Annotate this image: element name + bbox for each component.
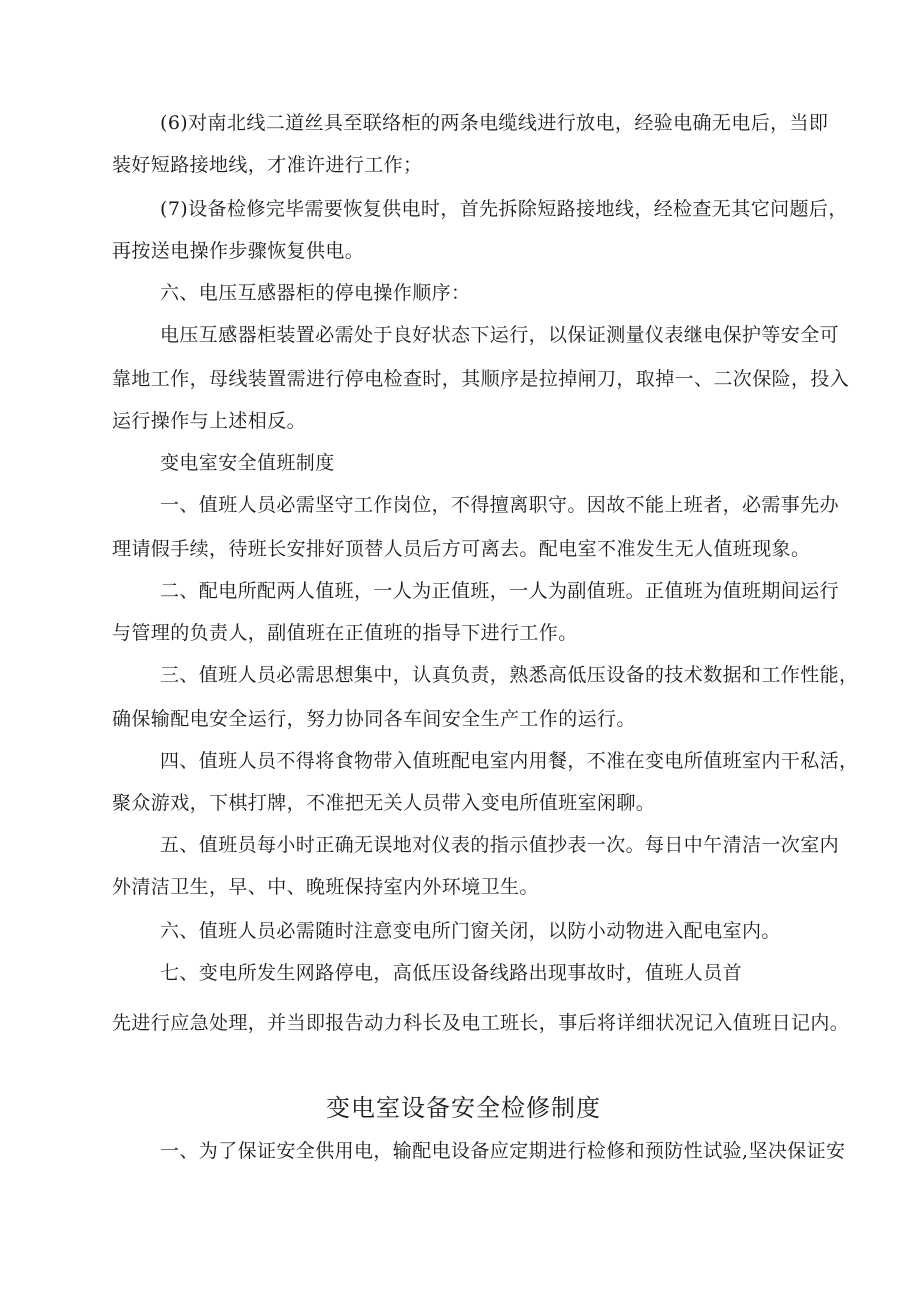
paragraph-line: 理请假手续，待班长安排好顶替人员后方可离去。配电室不准发生无人值班现象。 (112, 538, 811, 560)
paragraph-line: 运行操作与上述相反。 (112, 410, 307, 432)
paragraph-line: 四、值班人员不得将食物带入值班配电室内用餐，不准在变电所值班室内干私活， (160, 750, 859, 772)
paragraph-line: 六、值班人员必需随时注意变电所门窗关闭，以防小动物进入配电室内。 (160, 920, 781, 942)
paragraph-line: 外清洁卫生，早、中、晚班保持室内外环境卫生。 (112, 876, 539, 898)
paragraph-line: 与管理的负责人，副值班在正值班的指导下进行工作。 (112, 622, 578, 644)
paragraph-line: 一、值班人员必需坚守工作岗位，不得擅离职守。因故不能上班者，必需事先办 (160, 494, 840, 516)
paragraph-line: 三、值班人员必需思想集中，认真负责，熟悉高低压设备的技术数据和工作性能， (160, 664, 859, 686)
paragraph-line: 先进行应急处理，并当即报告动力科长及电工班长，事后将详细状况记入值班日记内。 (112, 1012, 850, 1034)
paragraph-line: 一、为了保证安全供用电，输配电设备应定期进行检修和预防性试验,坚决保证安 (160, 1140, 846, 1162)
paragraph-line: 七、变电所发生网路停电，高低压设备线路出现事故时，值班人员首 (160, 962, 743, 984)
section-heading: 六、电压互感器柜的停电操作顺序： (160, 282, 471, 304)
paragraph-line: 二、配电所配两人值班，一人为正值班，一人为副值班。正值班为值班期间运行 (160, 580, 840, 602)
paragraph-line: 聚众游戏，下棋打牌，不准把无关人员带入变电所值班室闲聊。 (112, 792, 656, 814)
paragraph-line: 靠地工作，母线装置需进行停电检查时，其顺序是拉掉闸刀，取掉一、二次保险，投入 (112, 368, 850, 390)
paragraph-line: (6)对南北线二道丝具至联络柜的两条电缆线进行放电，经验电确无电后，当即 (160, 112, 829, 134)
paragraph-line: 再按送电操作步骤恢复供电。 (112, 240, 365, 262)
paragraph-line: 五、值班员每小时正确无误地对仪表的指示值抄表一次。每日中午清洁一次室内 (160, 834, 840, 856)
paragraph-line: 电压互感器柜装置必需处于良好状态下运行，以保证测量仪表继电保护等安全可 (160, 324, 840, 346)
section-heading: 变电室安全值班制度 (160, 452, 335, 474)
paragraph-line: 装好短路接地线，才准许进行工作； (112, 154, 423, 176)
section-title: 变电室设备安全检修制度 (326, 1094, 601, 1122)
paragraph-line: 确保输配电安全运行，努力协同各车间安全生产工作的运行。 (112, 708, 636, 730)
paragraph-line: (7)设备检修完毕需要恢复供电时，首先拆除短路接地线，经检查无其它问题后， (160, 198, 848, 220)
